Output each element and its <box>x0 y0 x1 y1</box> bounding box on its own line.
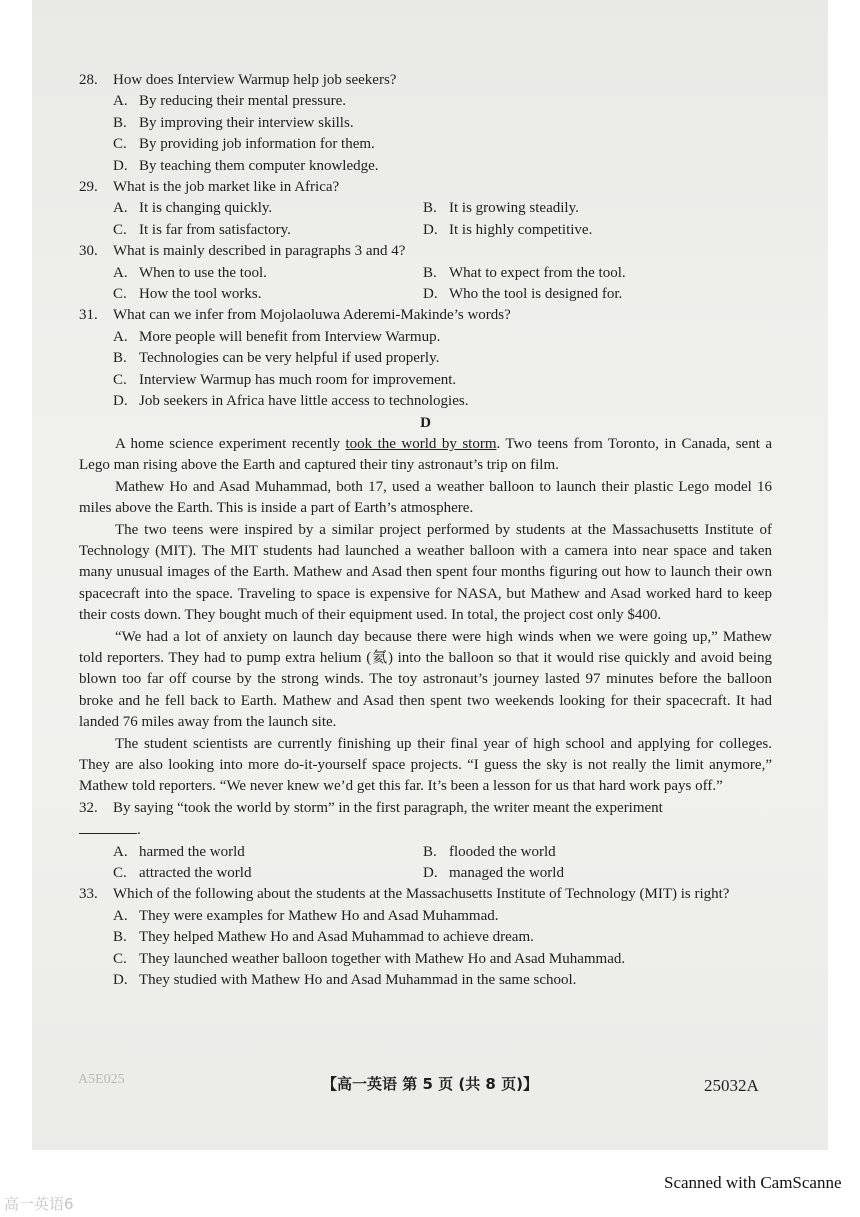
scanned-exam-page <box>32 0 828 1150</box>
question-number: 32. <box>79 799 98 816</box>
underlined-phrase: took the world by storm <box>345 435 497 452</box>
options-32-row-2 <box>79 863 772 884</box>
file-label-watermark: 高一英语6 <box>4 1195 74 1213</box>
options-29-row-1 <box>79 198 772 219</box>
option-32-a: A. harmed the world <box>113 843 245 860</box>
question-33 <box>79 884 772 905</box>
option-30-a: A. When to use the tool. <box>113 264 267 281</box>
question-number: 30. <box>79 243 98 260</box>
question-number: 29. <box>79 179 98 196</box>
passage-paragraph-3: The two teens were inspired by a similar project performed by students at the Massachusetts Institute of Technology (MIT). The MIT students had launched a weather balloon with a camera into near space and taken many unusual images of the Earth. Mathew and Asad then spent four months figuring out how to launch their own spacecraft into the space. Traveling to space is expensive for NASA, but Mathew and Asad worked hard to keep their costs down. They bought much of their equipment used. In total, the project cost only $400. <box>79 521 772 624</box>
option-31-c: C. Interview Warmup has much room for improvement. <box>113 371 457 388</box>
question-28 <box>79 70 772 91</box>
question-30 <box>79 241 772 262</box>
option-33-c: C. They launched weather balloon together with Mathew Ho and Asad Muhammad. <box>113 950 626 967</box>
option-33-d: D. They studied with Mathew Ho and Asad Muhammad in the same school. <box>113 972 577 989</box>
options-30-row-1 <box>79 263 772 284</box>
question-text: What can we infer from Mojolaoluwa Aderemi-Makinde’s words? <box>113 307 511 324</box>
option-33-b: B. They helped Mathew Ho and Asad Muhammad to achieve dream. <box>113 929 534 946</box>
exam-code: 25032A <box>704 1076 759 1095</box>
option-32-d: D. managed the world <box>423 865 564 882</box>
options-30-row-2 <box>79 284 772 305</box>
footer-faint-code: A5E025 <box>78 1072 125 1087</box>
question-number: 33. <box>79 886 98 903</box>
question-32: 32. By saying “took the world by storm” in the first paragraph, the writer meant the experiment . <box>79 799 663 839</box>
option-31-a: A. More people will benefit from Interview Warmup. <box>113 328 441 345</box>
passage-paragraph-4: “We had a lot of anxiety on launch day because there were high winds when we were going up,” Mathew told reporters. They had to pump extra helium (氦) into the balloon so that it would rise quickly and avoid being blown too far off course by the strong winds. The toy astronaut’s journey lasted 97 minutes before the balloon broke and he fell back to Earth. Mathew and Asad then spent two weekends looking for their spacecraft. It had landed 76 miles away from the launch site. <box>79 628 772 731</box>
question-29 <box>79 177 772 198</box>
option-28-c: C. By providing job information for them. <box>113 136 375 153</box>
question-text: By saying “took the world by storm” in the first paragraph, the writer meant the experiment <box>113 799 663 816</box>
options-29-row-2 <box>79 220 772 241</box>
question-number: 31. <box>79 307 98 324</box>
option-29-c: C. It is far from satisfactory. <box>113 221 291 238</box>
passage-paragraph-1: A home science experiment recently took the world by storm. Two teens from Toronto, in Canada, sent a Lego man rising above the Earth and captured their tiny astronaut’s trip on film. <box>79 435 772 474</box>
page-footer: 【高一英语 第 5 页 (共 8 页)】 <box>322 1075 538 1093</box>
option-30-c: C. How the tool works. <box>113 286 262 303</box>
passage-paragraph-2: Mathew Ho and Asad Muhammad, both 17, used a weather balloon to launch their plastic Lego model 16 miles above the Earth. This is inside a part of Earth’s atmosphere. <box>79 478 772 517</box>
option-29-d: D. It is highly competitive. <box>423 221 593 238</box>
option-28-d: D. By teaching them computer knowledge. <box>113 157 379 174</box>
option-32-b: B. flooded the world <box>423 843 556 860</box>
question-text: How does Interview Warmup help job seekers? <box>113 72 397 88</box>
question-31 <box>79 305 772 326</box>
section-heading-d: D <box>420 414 431 431</box>
passage-paragraph-5: The student scientists are currently finishing up their final year of high school and applying for colleges. They are also looking into more do-it-yourself space projects. “I guess the sky is not really the limit anymore,” Mathew told reporters. “We never knew we’d get this far. It’s been a lesson for us that hard work pays off.” <box>79 735 772 795</box>
question-text: What is mainly described in paragraphs 3 and 4? <box>113 243 406 260</box>
option-30-b: B. What to expect from the tool. <box>423 264 626 281</box>
option-31-b: B. Technologies can be very helpful if used properly. <box>113 350 440 367</box>
question-number: 28. <box>79 72 98 88</box>
option-31-d: D. Job seekers in Africa have little access to technologies. <box>113 393 469 410</box>
scanner-watermark: Scanned with CamScanne <box>664 1173 842 1192</box>
option-28-a: A. By reducing their mental pressure. <box>113 93 347 110</box>
option-28-b: B. By improving their interview skills. <box>113 114 354 131</box>
question-text: What is the job market like in Africa? <box>113 179 340 196</box>
option-32-c: C. attracted the world <box>113 865 252 882</box>
options-32-row-1 <box>79 842 772 863</box>
answer-blank <box>79 819 137 834</box>
option-29-b: B. It is growing steadily. <box>423 200 579 217</box>
question-text: Which of the following about the students at the Massachusetts Institute of Technology (MIT) is right? <box>113 886 730 903</box>
option-29-a: A. It is changing quickly. <box>113 200 273 217</box>
option-30-d: D. Who the tool is designed for. <box>423 286 623 303</box>
option-33-a: A. They were examples for Mathew Ho and Asad Muhammad. <box>113 907 499 924</box>
exam-content <box>79 70 772 991</box>
